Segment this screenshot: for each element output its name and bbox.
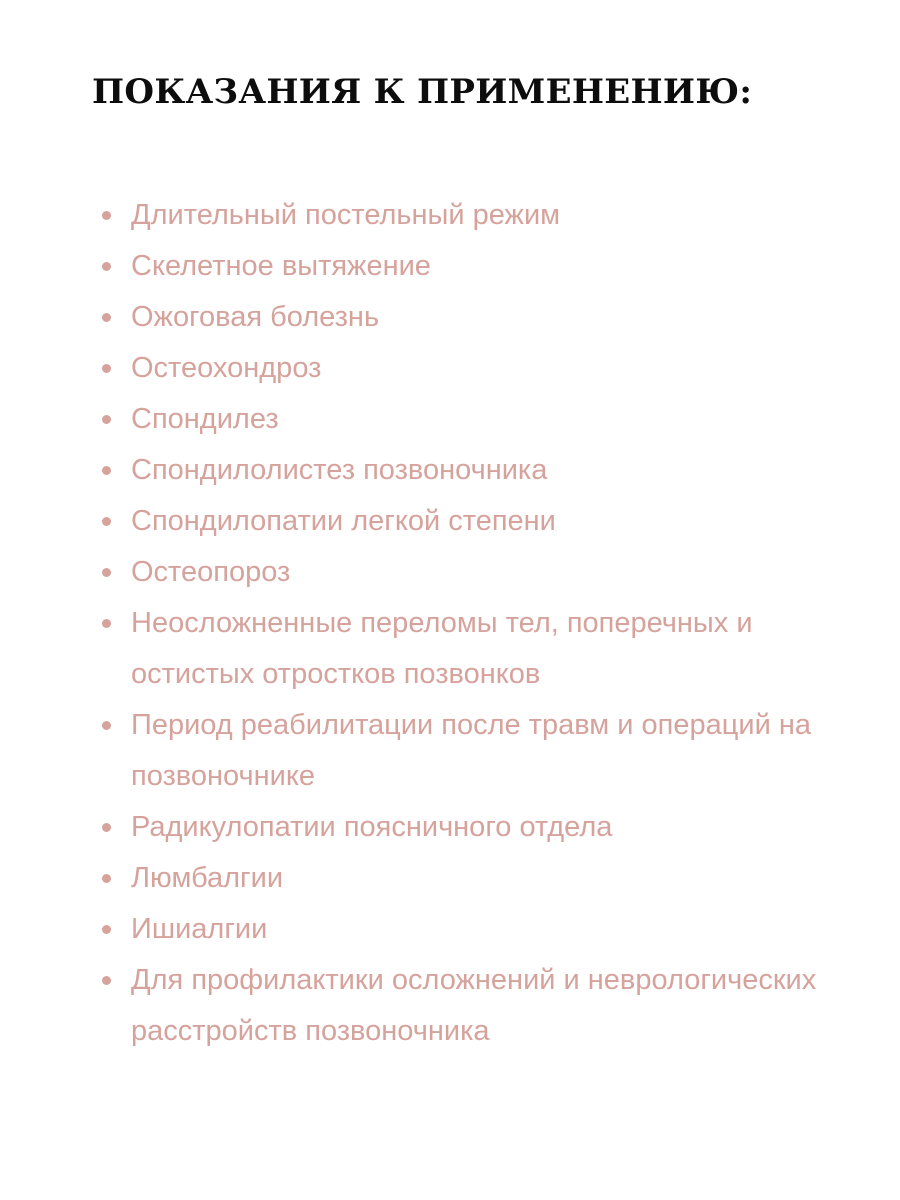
list-item bbox=[100, 802, 860, 853]
list-item-text: Для профилактики осложнений и неврологических расстройств позвоночника bbox=[131, 964, 817, 1047]
list-item bbox=[100, 700, 860, 802]
bullet-dot-icon bbox=[102, 568, 111, 577]
list-item bbox=[100, 904, 860, 955]
bullet-dot-icon bbox=[102, 619, 111, 628]
page-title: ПОКАЗАНИЯ К ПРИМЕНЕНИЮ: bbox=[92, 72, 753, 112]
bullet-dot-icon bbox=[102, 415, 111, 424]
list-item-text: Ишиалгии bbox=[131, 913, 268, 945]
list-item bbox=[100, 496, 860, 547]
bullet-dot-icon bbox=[102, 262, 111, 271]
list-item bbox=[100, 190, 860, 241]
list-item-text: Остеопороз bbox=[131, 556, 291, 588]
indications-list bbox=[100, 190, 860, 1057]
bullet-dot-icon bbox=[102, 364, 111, 373]
bullet-dot-icon bbox=[102, 313, 111, 322]
list-item-text: Остеохондроз bbox=[131, 352, 322, 384]
list-item-text: Спондилолистез позвоночника bbox=[131, 454, 548, 486]
list-item bbox=[100, 445, 860, 496]
list-item bbox=[100, 547, 860, 598]
list-item bbox=[100, 853, 860, 904]
bullet-dot-icon bbox=[102, 466, 111, 475]
list-item-text: Период реабилитации после травм и операций на позвоночнике bbox=[131, 709, 811, 792]
list-item bbox=[100, 343, 860, 394]
list-item-text: Неосложненные переломы тел, поперечных и остистых отростков позвонков bbox=[131, 607, 753, 690]
list-item-text: Радикулопатии поясничного отдела bbox=[131, 811, 613, 843]
list-item bbox=[100, 955, 860, 1057]
bullet-dot-icon bbox=[102, 823, 111, 832]
list-item bbox=[100, 598, 860, 700]
bullet-dot-icon bbox=[102, 721, 111, 730]
list-item-text: Спондилез bbox=[131, 403, 279, 435]
bullet-dot-icon bbox=[102, 211, 111, 220]
list-item bbox=[100, 394, 860, 445]
list-item bbox=[100, 241, 860, 292]
list-item-text: Спондилопатии легкой степени bbox=[131, 505, 556, 537]
list-item-text: Ожоговая болезнь bbox=[131, 301, 380, 333]
bullet-dot-icon bbox=[102, 874, 111, 883]
list-item-text: Скелетное вытяжение bbox=[131, 250, 431, 282]
list-item-text: Люмбалгии bbox=[131, 862, 284, 894]
list-item bbox=[100, 292, 860, 343]
bullet-dot-icon bbox=[102, 976, 111, 985]
bullet-dot-icon bbox=[102, 925, 111, 934]
bullet-dot-icon bbox=[102, 517, 111, 526]
list-item-text: Длительный постельный режим bbox=[131, 199, 561, 231]
